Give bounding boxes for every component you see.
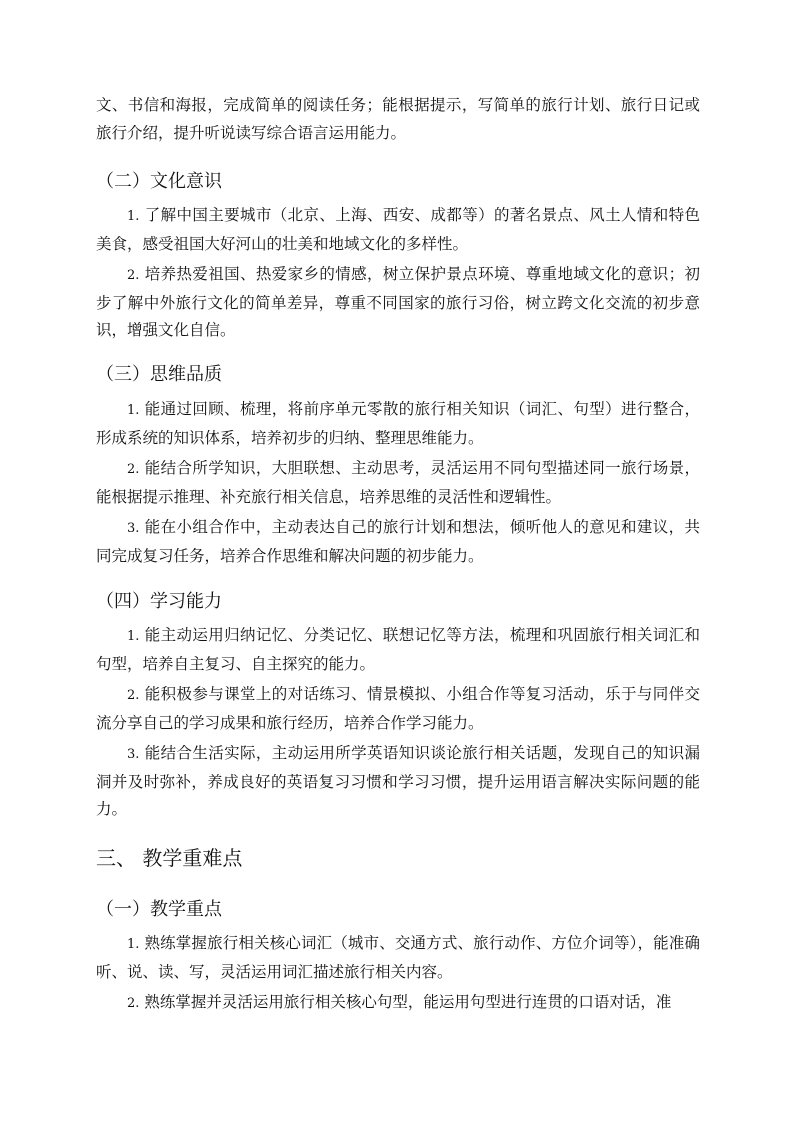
thinking-item-1 (96, 396, 700, 452)
chapter-heading-key-points: 三、 教学重难点 (96, 846, 243, 870)
item-number: 2. (127, 996, 140, 1011)
culture-item-2 (96, 261, 700, 345)
thinking-item-3 (96, 514, 700, 570)
learning-item-2 (96, 681, 700, 737)
item-number: 1. (127, 629, 140, 644)
item-number: 3. (127, 521, 140, 536)
learning-item-3 (96, 740, 700, 824)
item-text: 能结合生活实际，主动运用所学英语知识谈论旅行相关话题，发现自己的知识漏洞并及时弥补，养成良好的英语复习习惯和学习习惯，提升运用语言解决实际问题的能力。 (96, 744, 700, 818)
culture-item-1 (96, 202, 700, 258)
item-text: 培养热爱祖国、热爱家乡的情感，树立保护景点环境、尊重地域文化的意识；初步了解中外旅行文化的简单差异，尊重不同国家的旅行习俗，树立跨文化交流的初步意识，增强文化自信。 (96, 265, 700, 339)
focus-item-2 (96, 989, 700, 1018)
item-number: 2. (127, 462, 140, 477)
item-text: 能结合所学知识，大胆联想、主动思考，灵活运用不同句型描述同一旅行场景，能根据提示推理、补充旅行相关信息，培养思维的灵活性和逻辑性。 (96, 459, 700, 506)
item-text: 能积极参与课堂上的对话练习、情景模拟、小组合作等复习活动，乐于与同伴交流分享自己的学习成果和旅行经历，培养合作学习能力。 (96, 685, 700, 732)
item-number: 2. (127, 268, 140, 283)
thinking-item-2 (96, 455, 700, 511)
item-text: 熟练掌握旅行相关核心词汇（城市、交通方式、旅行动作、方位介词等），能准确听、说、读、写，灵活运用词汇描述旅行相关内容。 (96, 934, 700, 981)
section-heading-culture: （二）文化意识 (96, 171, 222, 192)
item-number: 1. (127, 403, 140, 418)
item-text: 熟练掌握并灵活运用旅行相关核心句型，能运用句型进行连贯的口语对话，准 (144, 993, 672, 1011)
item-number: 2. (127, 688, 140, 703)
section-heading-thinking: （三）思维品质 (96, 364, 222, 385)
item-number: 1. (127, 209, 140, 224)
item-text: 了解中国主要城市（北京、上海、西安、成都等）的著名景点、风土人情和特色美食，感受祖国大好河山的壮美和地域文化的多样性。 (96, 206, 700, 253)
item-text: 能在小组合作中，主动表达自己的旅行计划和想法，倾听他人的意见和建议，共同完成复习任务，培养合作思维和解决问题的初步能力。 (96, 518, 700, 565)
item-number: 3. (127, 747, 140, 762)
item-text: 能通过回顾、梳理，将前序单元零散的旅行相关知识（词汇、句型）进行整合，形成系统的知识体系，培养初步的归纳、整理思维能力。 (96, 400, 700, 447)
focus-item-1 (96, 930, 700, 986)
item-number: 1. (127, 937, 140, 952)
section-heading-teaching-focus: （一）教学重点 (96, 899, 222, 920)
learning-item-1 (96, 622, 700, 678)
item-text: 能主动运用归纳记忆、分类记忆、联想记忆等方法，梳理和巩固旅行相关词汇和句型，培养自主复习、自主探究的能力。 (96, 626, 700, 673)
section-heading-learning: （四）学习能力 (96, 591, 222, 612)
intro-paragraph: 文、书信和海报，完成简单的阅读任务；能根据提示，写简单的旅行计划、旅行日记或旅行介绍，提升听说读写综合语言运用能力。 (96, 96, 700, 142)
